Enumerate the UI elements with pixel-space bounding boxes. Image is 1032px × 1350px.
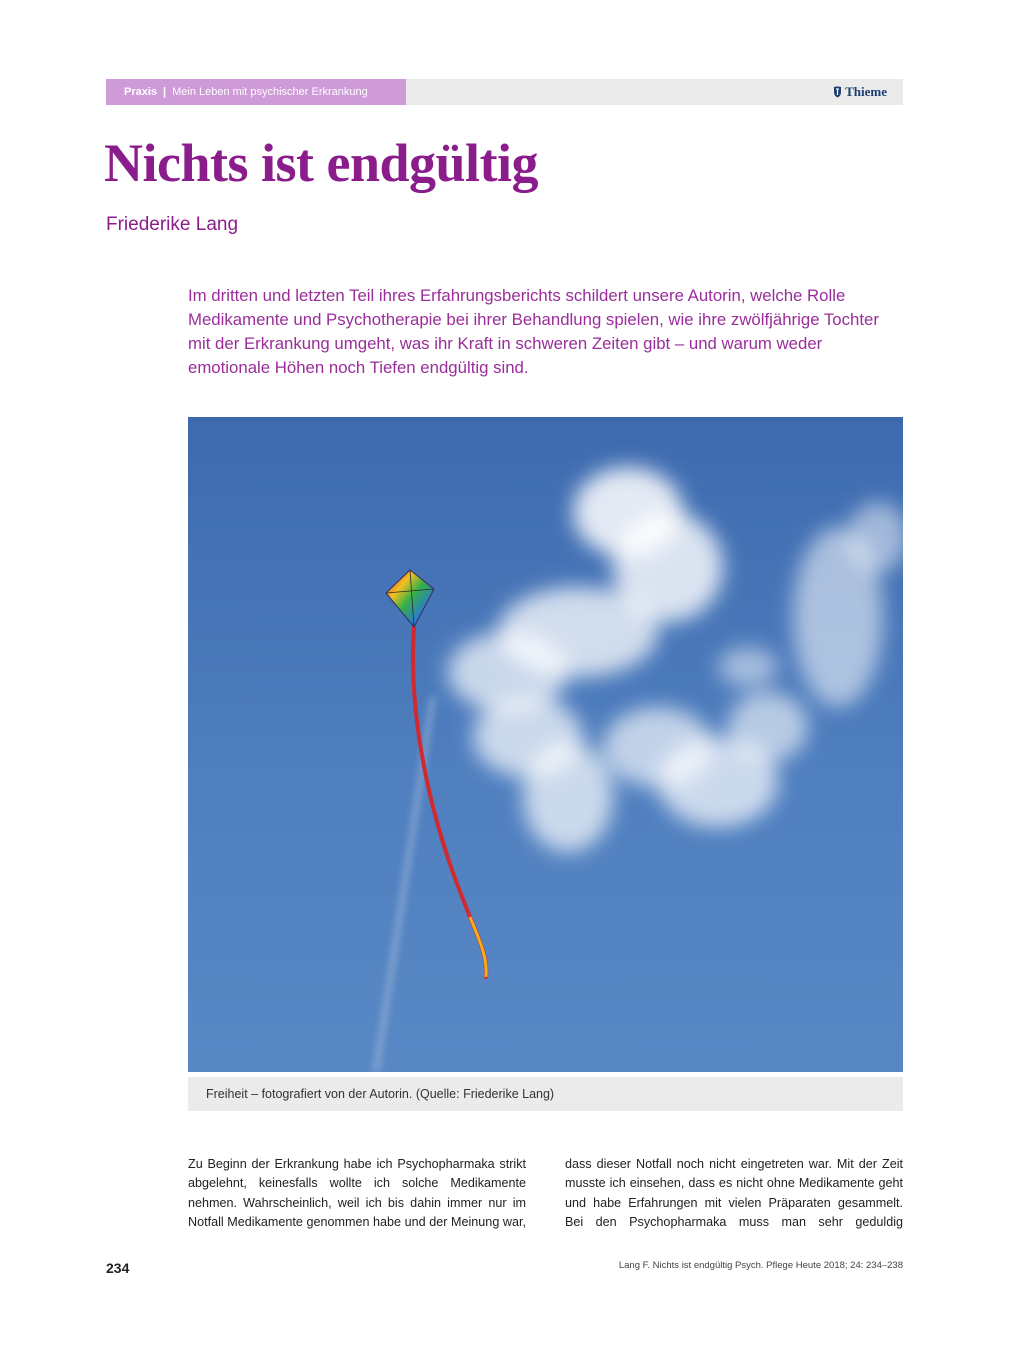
header-separator: | — [163, 86, 167, 98]
figure-caption — [188, 1077, 903, 1111]
header-section-label — [106, 79, 406, 105]
kite-photo — [188, 417, 903, 1072]
publisher-name: Thieme — [845, 84, 887, 99]
header-subsection: Mein Leben mit psychischer Erkrankung — [172, 86, 368, 98]
header-section-name: Praxis — [124, 86, 158, 98]
running-header — [106, 79, 903, 105]
publisher-logo — [833, 79, 887, 105]
thieme-logo-icon — [833, 86, 842, 98]
figure-caption-text: Freiheit – fotografiert von der Autorin. (Quelle: Friederike Lang) — [206, 1087, 555, 1101]
article-author: Friederike Lang — [106, 214, 239, 235]
article-title: Nichts ist endgültig — [104, 133, 539, 193]
body-column-left: Zu Beginn der Erkrankung habe ich Psychopharmaka strikt abgelehnt, keinesfalls wollte ich solche Medikamente nehmen. Wahrscheinlich, weil ich bis dahin immer nur im Notfall Medikamente genommen habe und der Meinung war, — [188, 1157, 526, 1230]
article-abstract: Im dritten und letzten Teil ihres Erfahrungsberichts schildert unsere Autorin, welche Rolle Medikamente und Psychotherapie bei ihrer Behandlung spielen, wie ihre zwölfjährige Tochter mit der Erkrankung umgeht, was ihr Kraft in schweren Zeiten gibt – und warum weder emotionale Höhen noch Tiefen endgültig sind. — [188, 286, 879, 377]
citation-footer: Lang F. Nichts ist endgültig Psych. Pflege Heute 2018; 24: 234–238 — [618, 1260, 903, 1271]
body-column-right: dass dieser Notfall noch nicht eingetreten war. Mit der Zeit musste ich einsehen, dass es nicht ohne Medikamente geht und habe Erfahrungen mit vielen Präparaten gesammelt. Bei den Psychopharmaka muss man sehr geduldig — [565, 1157, 903, 1230]
page-number: 234 — [106, 1260, 130, 1276]
